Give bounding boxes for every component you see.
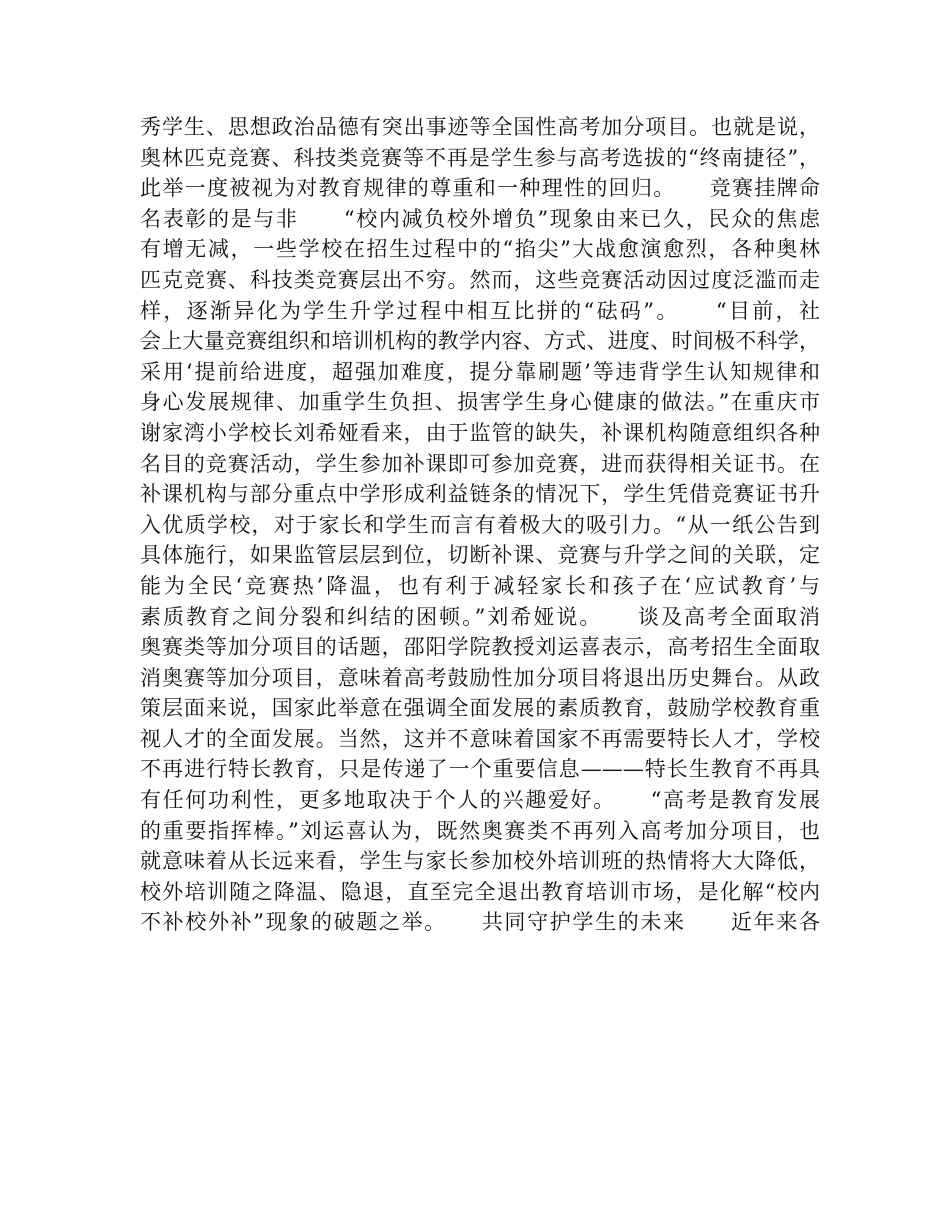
text-line: 能为全民‘竞赛热’降温，也有利于减轻家长和孩子在‘应试教育’与 bbox=[140, 573, 820, 598]
text-line: 秀学生、思想政治品德有突出事迹等全国性高考加分项目。也就是说， bbox=[140, 115, 820, 139]
text-line: 奥赛类等加分项目的话题，邵阳学院教授刘运喜表示，高考招生全面取 bbox=[140, 635, 820, 660]
text-line: 就意味着从长远来看，学生与家长参加校外培训班的热情将大大降低， bbox=[140, 849, 820, 874]
text-line: 此举一度被视为对教育规律的尊重和一种理性的回归。 竞赛挂牌命 bbox=[140, 176, 820, 201]
text-line: 视人才的全面发展。当然，这并不意味着国家不再需要特长人才，学校 bbox=[140, 726, 820, 751]
text-line: 谢家湾小学校长刘希娅看来，由于监管的缺失，补课机构随意组织各种 bbox=[140, 420, 820, 445]
text-line: 匹克竞赛、科技类竞赛层出不穷。然而，这些竞赛活动因过度泛滥而走 bbox=[140, 267, 820, 292]
text-line: 消奥赛等加分项目，意味着高考鼓励性加分项目将退出历史舞台。从政 bbox=[140, 665, 820, 690]
text-line: 采用‘提前给进度，超强加难度，提分靠刷题’等违背学生认知规律和 bbox=[140, 359, 820, 384]
text-line: 不补校外补”现象的破题之举。 共同守护学生的未来 近年来各 bbox=[140, 910, 820, 935]
text-line: 补课机构与部分重点中学形成利益链条的情况下，学生凭借竞赛证书升 bbox=[140, 482, 820, 507]
text-line: 具体施行，如果监管层层到位，切断补课、竞赛与升学之间的关联，定 bbox=[140, 543, 820, 568]
text-line: 名表彰的是与非 “校内减负校外增负”现象由来已久，民众的焦虑 bbox=[140, 206, 820, 231]
text-line: 会上大量竞赛组织和培训机构的教学内容、方式、进度、时间极不科学， bbox=[140, 329, 820, 354]
text-line: 名目的竞赛活动，学生参加补课即可参加竞赛，进而获得相关证书。在 bbox=[140, 451, 820, 476]
text-line: 校外培训随之降温、隐退，直至完全退出教育培训市场，是化解“校内 bbox=[140, 879, 820, 904]
text-line: 入优质学校，对于家长和学生而言有着极大的吸引力。“从一纸公告到 bbox=[140, 512, 820, 537]
text-line: 身心发展规律、加重学生负担、损害学生身心健康的做法。”在重庆市 bbox=[140, 390, 820, 415]
text-line: 样，逐渐异化为学生升学过程中相互比拼的“砝码”。 “目前，社 bbox=[140, 298, 820, 323]
text-line: 奥林匹克竞赛、科技类竞赛等不再是学生参与高考选拔的“终南捷径”， bbox=[140, 145, 820, 170]
text-line: 有任何功利性，更多地取决于个人的兴趣爱好。 “高考是教育发展 bbox=[140, 788, 820, 813]
text-line: 素质教育之间分裂和纠结的困顿。”刘希娅说。 谈及高考全面取消 bbox=[140, 604, 820, 629]
body-text bbox=[140, 112, 820, 938]
text-line: 不再进行特长教育，只是传递了一个重要信息———特长生教育不再具 bbox=[140, 757, 820, 782]
text-line: 策层面来说，国家此举意在强调全面发展的素质教育，鼓励学校教育重 bbox=[140, 696, 820, 721]
text-line: 的重要指挥棒。”刘运喜认为，既然奥赛类不再列入高考加分项目，也 bbox=[140, 818, 820, 843]
text-line: 有增无减，一些学校在招生过程中的“掐尖”大战愈演愈烈，各种奥林 bbox=[140, 237, 820, 262]
